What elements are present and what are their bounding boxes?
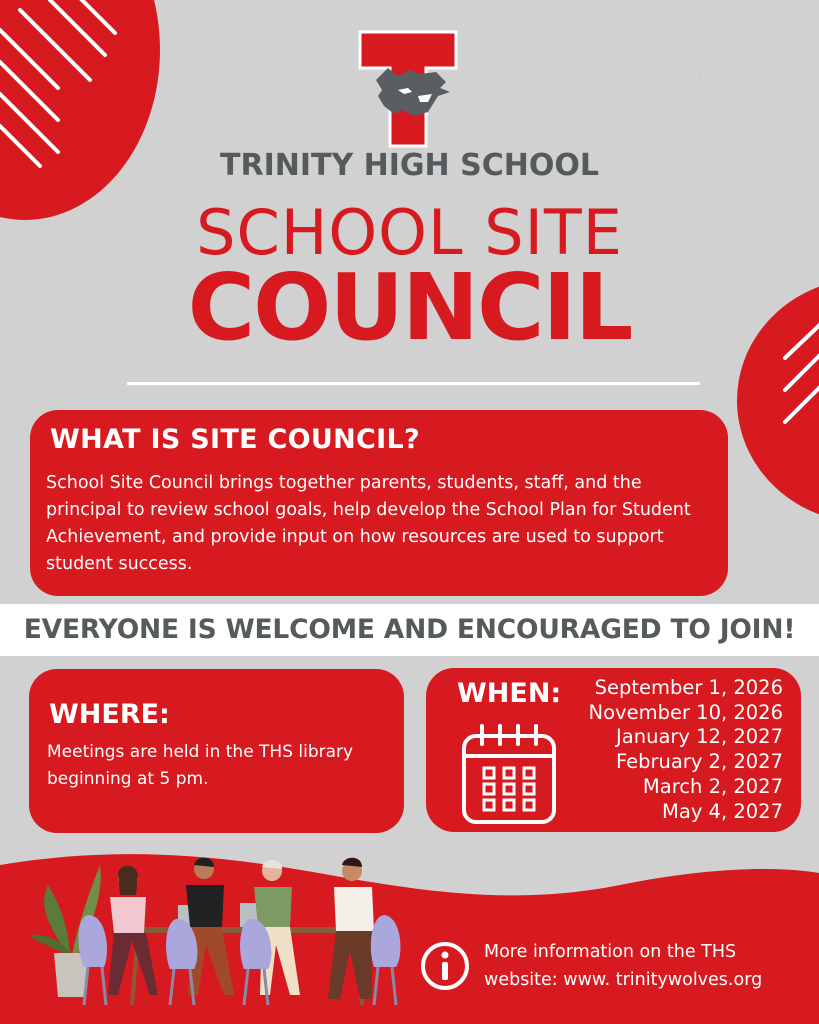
wolf-icon	[376, 68, 450, 116]
divider	[127, 382, 700, 385]
calendar-icon	[460, 722, 558, 826]
decorative-dots	[635, 50, 755, 110]
info-line-2: website: www. trinitywolves.org	[484, 970, 763, 990]
where-card	[29, 669, 404, 833]
what-is-card	[30, 410, 728, 596]
where-heading: WHERE:	[49, 699, 170, 730]
info-icon	[420, 941, 470, 991]
meeting-dates	[589, 676, 783, 824]
title-line-2: COUNCIL	[187, 254, 632, 361]
school-logo	[358, 30, 458, 148]
meeting-date: January 12, 2027	[616, 725, 783, 749]
meeting-date: November 10, 2026	[588, 700, 783, 724]
school-name: TRINITY HIGH SCHOOL	[220, 148, 599, 183]
decorative-circle-top-left	[0, 0, 160, 220]
what-heading: WHAT IS SITE COUNCIL?	[50, 424, 420, 455]
title-line-1: SCHOOL SITE	[196, 196, 623, 269]
when-card	[426, 668, 801, 832]
welcome-banner: EVERYONE IS WELCOME AND ENCOURAGED TO JOIN!	[0, 604, 819, 656]
where-body: Meetings are held in the THS library beginning at 5 pm.	[47, 742, 354, 789]
meeting-date: March 2, 2027	[642, 774, 783, 798]
more-info-text	[484, 938, 804, 994]
what-body: School Site Council brings together parents, students, staff, and the principal to review school goals, help develop the School Plan for Student Achievement, and provide input on how resources are used to support student success.	[46, 473, 691, 574]
meeting-date: September 1, 2026	[594, 676, 783, 699]
info-line-1: More information on the THS	[484, 942, 737, 962]
people-meeting-illustration	[28, 855, 408, 1015]
meeting-date: February 2, 2027	[615, 750, 783, 774]
when-heading: WHEN:	[457, 678, 562, 709]
meeting-date: May 4, 2027	[662, 799, 783, 823]
